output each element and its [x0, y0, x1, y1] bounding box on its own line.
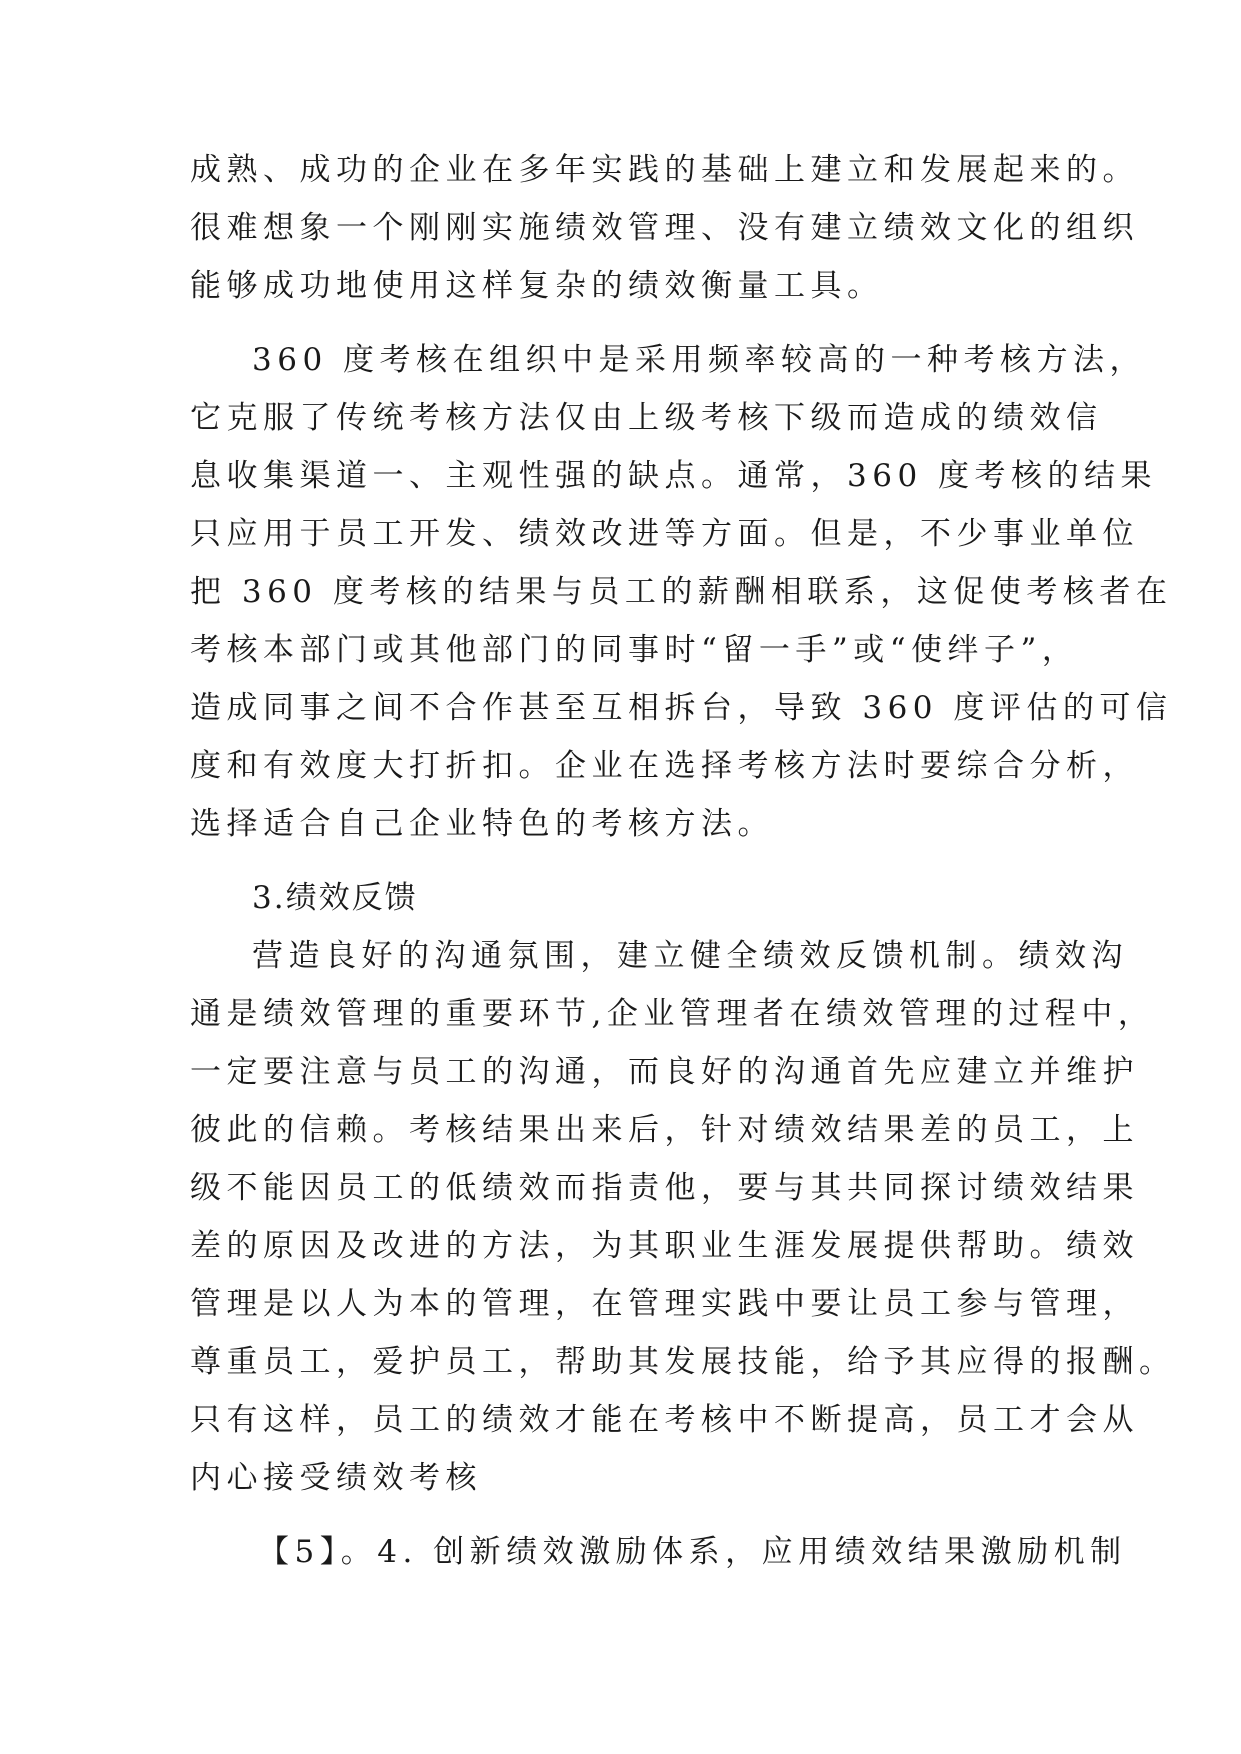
text-line: 造成同事之间不合作甚至互相拆台，导致 360 度评估的可信: [190, 690, 1173, 726]
text-line: 内心接受绩效考核: [190, 1460, 482, 1496]
text-line: 尊重员工，爱护员工，帮助其发展技能，给予其应得的报酬。: [190, 1344, 1176, 1380]
text-line: 只应用于员工开发、绩效改进等方面。但是，不少事业单位: [190, 516, 1139, 552]
text-line: 能够成功地使用这样复杂的绩效衡量工具。: [190, 268, 884, 304]
text-line: 差的原因及改进的方法，为其职业生涯发展提供帮助。绩效: [190, 1228, 1139, 1264]
text-line: 级不能因员工的低绩效而指责他，要与其共同探讨绩效结果: [190, 1170, 1139, 1206]
text-line: 只有这样，员工的绩效才能在考核中不断提高，员工才会从: [190, 1402, 1139, 1438]
text-line: 成熟、成功的企业在多年实践的基础上建立和发展起来的。: [190, 152, 1139, 188]
text-line: 考核本部门或其他部门的同事时“留一手”或“使绊子”，: [190, 632, 1079, 668]
text-line: 息收集渠道一、主观性强的缺点。通常，360 度考核的结果: [190, 458, 1158, 494]
text-line: 它克服了传统考核方法仅由上级考核下级而造成的绩效信: [190, 400, 1103, 436]
text-line: 管理是以人为本的管理，在管理实践中要让员工参与管理，: [190, 1286, 1139, 1322]
text-line: 选择适合自己企业特色的考核方法。: [190, 806, 774, 842]
text-line: 彼此的信赖。考核结果出来后，针对绩效结果差的员工，上: [190, 1112, 1139, 1148]
reference-heading-line: 【5】。4. 创新绩效激励体系，应用绩效结果激励机制: [258, 1534, 1127, 1570]
section-heading: 3.绩效反馈: [252, 880, 418, 916]
paragraph-start-line: 360 度考核在组织中是采用频率较高的一种考核方法，: [252, 342, 1147, 378]
paragraph-start-line: 营造良好的沟通氛围，建立健全绩效反馈机制。绩效沟: [252, 938, 1128, 974]
text-line: 通是绩效管理的重要环节,企业管理者在绩效管理的过程中，: [190, 996, 1155, 1032]
text-line: 度和有效度大打折扣。企业在选择考核方法时要综合分析，: [190, 748, 1139, 784]
text-line: 把 360 度考核的结果与员工的薪酬相联系，这促使考核者在: [190, 574, 1173, 610]
text-line: 一定要注意与员工的沟通，而良好的沟通首先应建立并维护: [190, 1054, 1139, 1090]
text-line: 很难想象一个刚刚实施绩效管理、没有建立绩效文化的组织: [190, 210, 1139, 246]
